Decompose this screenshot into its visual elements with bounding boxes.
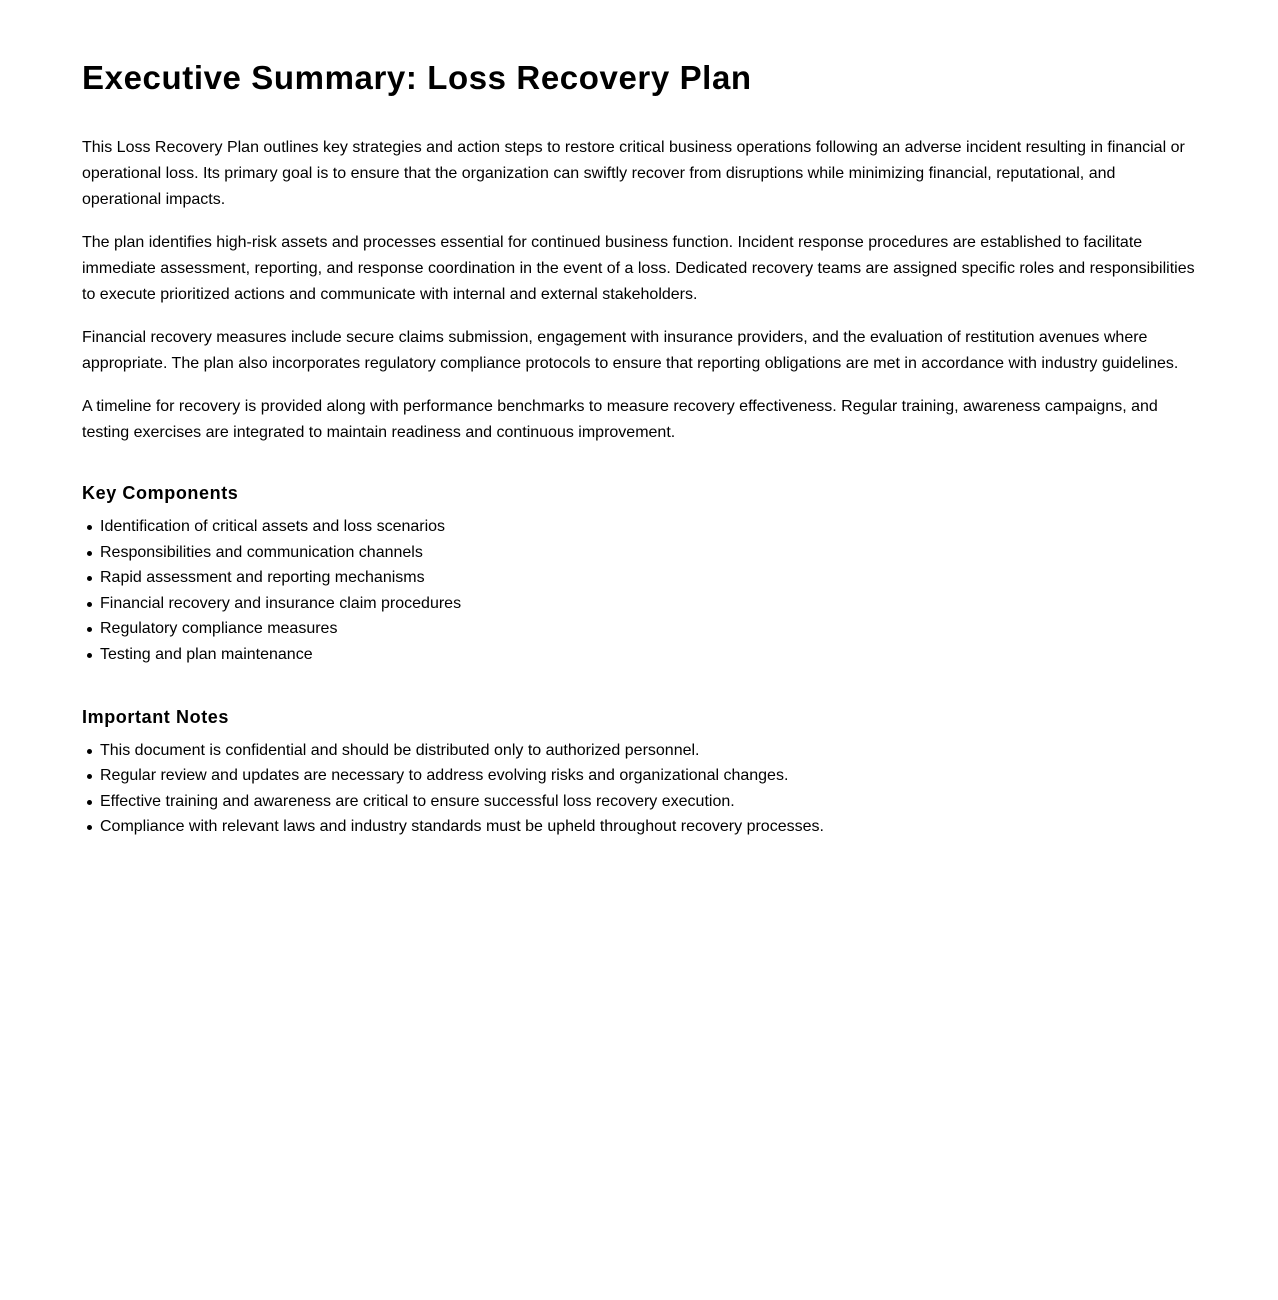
key-components-list: [82, 514, 1196, 668]
summary-paragraph: This Loss Recovery Plan outlines key strategies and action steps to restore critical business operations following an adverse incident resulting in financial or operational loss. Its primary goal is to ensure that the organization can swiftly recover from disruptions while minimizing financial, reputational, and operational impacts.: [82, 139, 1185, 208]
list-item: This document is confidential and should be distributed only to authorized personnel.: [100, 738, 1196, 764]
summary-section: [82, 135, 1196, 446]
list-item: Regulatory compliance measures: [100, 616, 1196, 642]
list-item: Compliance with relevant laws and industry standards must be upheld throughout recovery processes.: [100, 814, 1196, 840]
summary-paragraph: A timeline for recovery is provided along with performance benchmarks to measure recovery effectiveness. Regular training, awareness campaigns, and testing exercises are integrated to maintain readiness and continuous improvement.: [82, 398, 1158, 441]
list-item: Rapid assessment and reporting mechanisms: [100, 565, 1196, 591]
page-title: Executive Summary: Loss Recovery Plan: [82, 59, 752, 96]
key-components-heading: Key Components: [82, 483, 239, 503]
important-notes-list: [82, 738, 1196, 840]
summary-paragraph: Financial recovery measures include secure claims submission, engagement with insurance providers, and the evaluation of restitution avenues where appropriate. The plan also incorporates regulatory compliance protocols to ensure that reporting obligations are met in accordance with industry guidelines.: [82, 329, 1179, 372]
list-item: Financial recovery and insurance claim procedures: [100, 591, 1196, 617]
summary-paragraph: The plan identifies high-risk assets and processes essential for continued business function. Incident response procedures are established to facilitate immediate assessment, reporting, and response coordination in the event of a loss. Dedicated recovery teams are assigned specific roles and responsibilities to execute prioritized actions and communicate with internal and external stakeholders.: [82, 234, 1195, 303]
list-item: Testing and plan maintenance: [100, 642, 1196, 668]
list-item: Responsibilities and communication channels: [100, 540, 1196, 566]
list-item: Regular review and updates are necessary to address evolving risks and organizational changes.: [100, 763, 1196, 789]
important-notes-heading: Important Notes: [82, 706, 230, 727]
list-item: Effective training and awareness are critical to ensure successful loss recovery execution.: [100, 789, 1196, 815]
list-item: Identification of critical assets and loss scenarios: [100, 514, 1196, 540]
